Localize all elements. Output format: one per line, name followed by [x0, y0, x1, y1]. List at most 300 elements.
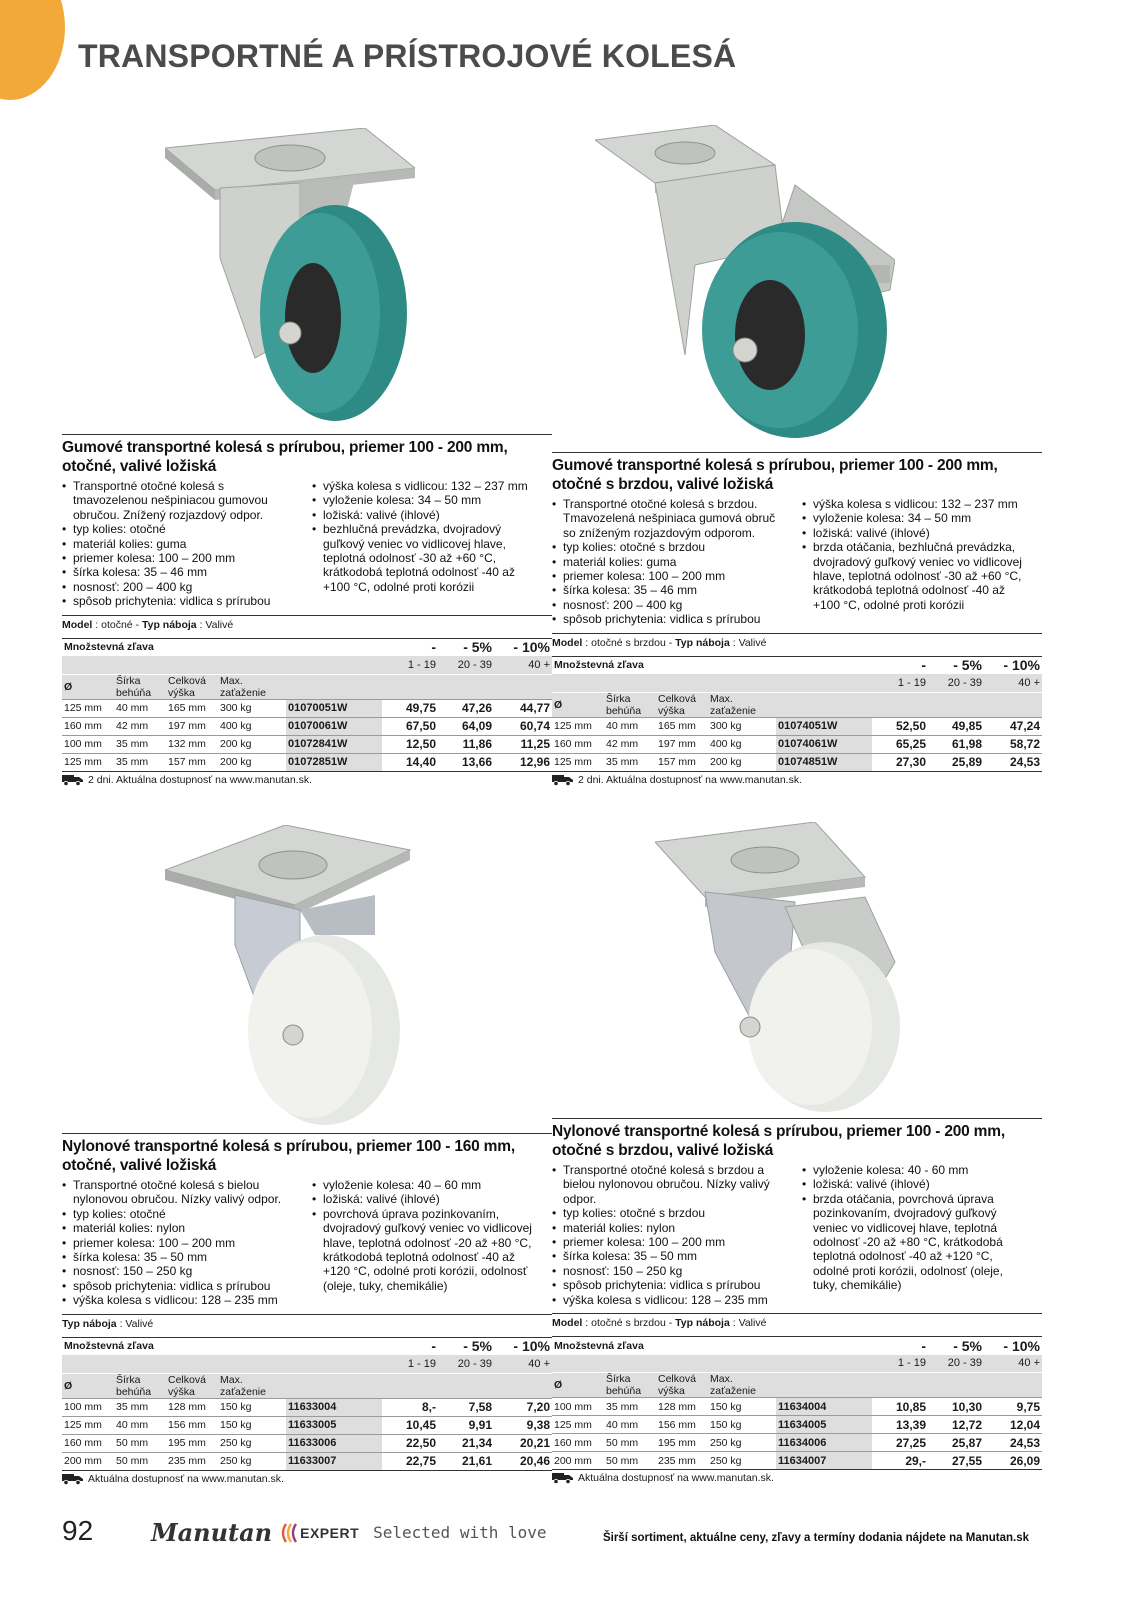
header-height-line: Celková — [168, 674, 206, 687]
spec-cell: 195 mm — [166, 1434, 218, 1452]
spec-cell: 125 mm — [62, 753, 114, 771]
product-card — [62, 434, 552, 786]
hub-value: Valivé — [125, 1317, 154, 1330]
table-row — [552, 735, 1042, 753]
header-load — [708, 1373, 776, 1398]
spec-cell: 300 kg — [218, 699, 286, 717]
range-spacer — [62, 1355, 382, 1373]
header-width-line: behúňa — [116, 686, 152, 699]
spec-cell: 125 mm — [552, 717, 604, 735]
quantity-discount-label: Množstevná zľava — [554, 1339, 644, 1352]
spec-item: • materiál kolies: nylon — [62, 1221, 312, 1235]
discount-value: - — [921, 657, 926, 674]
product-photo-rubber-swivel — [165, 128, 415, 428]
spec-item: nylonovou obručou. Nízky valivý odpor. — [73, 1192, 282, 1207]
product-title — [62, 1133, 552, 1175]
spec-cell: 300 kg — [708, 717, 776, 735]
price-cell: 10,85 — [872, 1398, 928, 1416]
spec-item: (oleje, tuky, chemikálie) — [323, 1278, 448, 1293]
spec-item: • spôsob prichytenia: vidlica s prírubou — [552, 1278, 802, 1292]
header-load-line: zaťaženie — [220, 686, 266, 699]
header-width — [114, 1373, 166, 1398]
spec-item: • priemer kolesa: 100 – 200 mm — [552, 569, 802, 583]
price-cell: 49,75 — [382, 699, 438, 717]
product-card — [62, 1133, 552, 1485]
corner-accent — [0, 0, 65, 100]
spec-item: • brzda otáčania, bezhlučná prevádzka, — [802, 540, 1042, 554]
spec-cell: 195 mm — [656, 1434, 708, 1452]
spec-item: guľkový veniec vo vidlicovej hlave, — [323, 536, 506, 551]
header-diameter: Ø — [552, 692, 604, 717]
spec-cell: 160 mm — [552, 735, 604, 753]
price-cell: 9,38 — [494, 1416, 552, 1434]
header-width-line: behúňa — [116, 1385, 152, 1398]
spec-cell: 40 mm — [114, 699, 166, 717]
spec-list — [62, 1178, 552, 1308]
spec-item: bielou nylonovou obručou. Nízky valivý — [563, 1177, 770, 1192]
quantity-range: 20 - 39 — [438, 656, 494, 674]
spec-item: Tmavozelená nešpiniaca gumová obruč — [563, 511, 776, 526]
product-code[interactable]: 01074851W — [776, 753, 872, 771]
range-spacer — [552, 674, 872, 692]
spec-cell: 235 mm — [656, 1452, 708, 1470]
spec-item: odolné proti korózii, odolnosť (oleje, — [813, 1263, 1003, 1278]
spec-cell: 157 mm — [656, 753, 708, 771]
spec-item: • nosnosť: 150 – 250 kg — [552, 1264, 802, 1278]
spec-item: krátkodobá teplotná odolnosť -40 až — [323, 565, 515, 580]
table-row — [62, 1416, 552, 1434]
spec-item: • Transportné otočné kolesá s brzdou a — [552, 1163, 802, 1177]
quantity-discount-label: Množstevná zľava — [554, 659, 644, 672]
spec-item: • priemer kolesa: 100 – 200 mm — [552, 1235, 802, 1249]
quantity-range: 40 + — [984, 1355, 1042, 1373]
product-title-line: otočné s brzdou, valivé ložiská — [552, 476, 774, 493]
discount-value: - — [921, 1337, 926, 1354]
spec-cell: 156 mm — [656, 1416, 708, 1434]
spec-item: krátkodobá teplotná odolnosť -40 až — [813, 583, 1005, 598]
header-spacer — [286, 674, 552, 699]
price-cell: 60,74 — [494, 717, 552, 735]
spec-item: • ložiská: valivé (ihlové) — [802, 526, 1042, 540]
availability-note — [552, 1472, 1042, 1484]
spec-cell: 165 mm — [656, 717, 708, 735]
spec-item: • povrchová úprava pozinkovaním, — [312, 1207, 552, 1221]
spec-item: • šírka kolesa: 35 – 50 mm — [552, 1249, 802, 1263]
spec-item: • typ kolies: otočné s brzdou — [552, 540, 802, 554]
spec-cell: 235 mm — [166, 1452, 218, 1470]
availability-text[interactable]: Aktuálna dostupnosť na www.manutan.sk. — [88, 1472, 284, 1485]
model-value: otočné s brzdou — [591, 636, 666, 649]
price-cell: 44,77 — [494, 699, 552, 717]
table-row — [552, 717, 1042, 735]
price-cell: 8,- — [382, 1398, 438, 1416]
spec-column — [312, 1178, 552, 1308]
model-line: Model : otočné s brzdou - Typ náboja : Valivé — [552, 1313, 1042, 1330]
column-header-row — [62, 674, 552, 699]
price-cell: 13,39 — [872, 1416, 928, 1434]
price-cell: 67,50 — [382, 717, 438, 735]
table-row — [62, 753, 552, 771]
price-cell: 11,25 — [494, 735, 552, 753]
spec-item: • bezhlučná prevádzka, dvojradový — [312, 522, 552, 536]
discount-value: - — [431, 639, 436, 656]
table-row — [62, 1452, 552, 1470]
spec-cell: 200 mm — [552, 1452, 604, 1470]
spec-cell: 100 mm — [552, 1398, 604, 1416]
product-title-line: otočné s brzdou, valivé ložiská — [552, 1142, 774, 1159]
product-title-line: otočné, valivé ložiská — [62, 1157, 217, 1174]
price-cell: 24,53 — [984, 1434, 1042, 1452]
spec-item: tmavozelenou nešpiniacou gumovou — [73, 493, 268, 508]
product-code[interactable]: 01074061W — [776, 735, 872, 753]
spec-cell: 35 mm — [114, 1398, 166, 1416]
price-table — [62, 1337, 552, 1471]
spec-item: • šírka kolesa: 35 – 46 mm — [62, 565, 312, 579]
quantity-range: 1 - 19 — [382, 1355, 438, 1373]
price-cell: 12,04 — [984, 1416, 1042, 1434]
price-cell: 14,40 — [382, 753, 438, 771]
discount-row — [552, 1337, 1042, 1355]
spec-item: • ložiská: valivé (ihlové) — [312, 508, 552, 522]
spec-cell: 128 mm — [166, 1398, 218, 1416]
quantity-range-row — [62, 1355, 552, 1373]
spec-column — [312, 479, 552, 609]
spec-list — [552, 1163, 1042, 1307]
spec-cell: 150 kg — [708, 1398, 776, 1416]
spec-item: hlave, teplotná odolnosť -30 až +60 °C, — [813, 569, 1022, 584]
spec-item: • typ kolies: otočné — [62, 1207, 312, 1221]
product-title — [62, 434, 552, 476]
product-title — [552, 452, 1042, 494]
spec-item: odpor. — [563, 1191, 597, 1206]
spec-column — [802, 497, 1042, 627]
product-code[interactable]: 11634006 — [776, 1434, 872, 1452]
spec-cell: 157 mm — [166, 753, 218, 771]
spec-item: • nosnosť: 200 – 400 kg — [62, 580, 312, 594]
spec-cell: 40 mm — [114, 1416, 166, 1434]
spec-cell: 250 kg — [218, 1434, 286, 1452]
spec-item: • ložiská: valivé (ihlové) — [802, 1177, 1042, 1191]
discount-row — [62, 638, 552, 656]
header-load — [218, 674, 286, 699]
discount-value: - 10% — [513, 639, 550, 656]
spec-cell: 50 mm — [604, 1434, 656, 1452]
discount-value: - 10% — [1003, 1337, 1040, 1354]
hub-value: Valivé — [738, 1317, 767, 1330]
table-row — [62, 1398, 552, 1416]
quantity-discount-label: Množstevná zľava — [64, 641, 154, 654]
discount-row — [552, 656, 1042, 674]
spec-cell: 156 mm — [166, 1416, 218, 1434]
model-key: Model — [552, 1317, 583, 1330]
quantity-range: 40 + — [494, 1355, 552, 1373]
price-cell: 13,66 — [438, 753, 494, 771]
price-cell: 24,53 — [984, 753, 1042, 771]
header-height — [656, 1373, 708, 1398]
spec-cell: 400 kg — [708, 735, 776, 753]
spec-cell: 35 mm — [604, 1398, 656, 1416]
spec-item: • výška kolesa s vidlicou: 128 – 235 mm — [62, 1293, 312, 1307]
page-title: TRANSPORTNÉ A PRÍSTROJOVÉ KOLESÁ — [78, 38, 737, 74]
spec-cell: 200 mm — [62, 1452, 114, 1470]
spec-item: • výška kolesa s vidlicou: 128 – 235 mm — [552, 1293, 802, 1307]
header-load-line: Max. — [220, 1373, 243, 1386]
spec-item: • Transportné otočné kolesá s — [62, 479, 312, 493]
discount-row — [62, 1337, 552, 1355]
table-row — [62, 735, 552, 753]
spec-item: • vyloženie kolesa: 34 – 50 mm — [802, 511, 1042, 525]
product-code[interactable]: 01072841W — [286, 735, 382, 753]
truck-icon — [62, 1473, 84, 1485]
product-code[interactable]: 11634005 — [776, 1416, 872, 1434]
footer-note-text: Širší sortiment, aktuálne ceny, zľavy a termíny dodania nájdete na — [602, 1532, 963, 1544]
table-row — [552, 1398, 1042, 1416]
spec-item: • Transportné otočné kolesá s bielou — [62, 1178, 312, 1192]
price-cell: 9,91 — [438, 1416, 494, 1434]
quantity-range: 40 + — [984, 674, 1042, 692]
spec-cell: 200 kg — [218, 735, 286, 753]
product-code[interactable]: 11633005 — [286, 1416, 382, 1434]
price-cell: 10,45 — [382, 1416, 438, 1434]
spec-column — [802, 1163, 1042, 1307]
price-cell: 20,46 — [494, 1452, 552, 1470]
spec-item: hlave, teplotná odolnosť -20 až +80 °C, — [323, 1235, 532, 1250]
spec-cell: 132 mm — [166, 735, 218, 753]
spec-item: teplotná odolnosť -40 až +120 °C, — [813, 1249, 993, 1264]
price-cell: 9,75 — [984, 1398, 1042, 1416]
quantity-range-row — [62, 656, 552, 674]
price-table — [62, 638, 552, 772]
spec-item: odolnosť -20 až +80 °C, krátkodobá — [813, 1235, 1003, 1250]
header-load-line: Max. — [710, 1373, 733, 1386]
spec-cell: 35 mm — [114, 735, 166, 753]
spec-item: +120 °C, odolné proti korózii, odolnosť — [323, 1264, 528, 1279]
header-width-line: behúňa — [606, 704, 642, 717]
spec-cell: 40 mm — [604, 1416, 656, 1434]
spec-cell: 150 kg — [218, 1416, 286, 1434]
hub-value: Valivé — [205, 618, 234, 631]
spec-item: • materiál kolies: guma — [62, 537, 312, 551]
header-width-line: behúňa — [606, 1385, 642, 1398]
spec-cell: 125 mm — [62, 1416, 114, 1434]
quantity-range: 1 - 19 — [872, 1355, 928, 1373]
product-code[interactable]: 11633007 — [286, 1452, 382, 1470]
spec-cell: 200 kg — [708, 753, 776, 771]
spec-cell: 128 mm — [656, 1398, 708, 1416]
quantity-range-row — [552, 1355, 1042, 1373]
quantity-range: 20 - 39 — [928, 1355, 984, 1373]
spec-list — [552, 497, 1042, 627]
hub-value: Valivé — [738, 636, 767, 649]
model-line: Model : otočné s brzdou - Typ náboja : Valivé — [552, 633, 1042, 650]
header-diameter: Ø — [62, 674, 114, 699]
header-height-line: Celková — [168, 1373, 206, 1386]
spec-item: • šírka kolesa: 35 – 50 mm — [62, 1250, 312, 1264]
product-title-line: otočné, valivé ložiská — [62, 458, 217, 475]
header-width-line: Šírka — [116, 1373, 141, 1386]
header-width — [604, 1373, 656, 1398]
table-row — [62, 1434, 552, 1452]
price-cell: 47,26 — [438, 699, 494, 717]
header-spacer — [286, 1373, 552, 1398]
spec-cell: 200 kg — [218, 753, 286, 771]
spec-cell: 42 mm — [604, 735, 656, 753]
truck-icon — [552, 1472, 574, 1484]
price-cell: 61,98 — [928, 735, 984, 753]
header-height — [656, 692, 708, 717]
spec-item: • Transportné otočné kolesá s brzdou. — [552, 497, 802, 511]
header-height-line: výška — [658, 704, 685, 717]
spec-item: pozinkovaním, dvojradový guľkový — [813, 1206, 997, 1221]
header-load-line: zaťaženie — [220, 1385, 266, 1398]
spec-item: • nosnosť: 150 – 250 kg — [62, 1264, 312, 1278]
spec-item: • spôsob prichytenia: vidlica s prírubou — [62, 1279, 312, 1293]
availability-note — [552, 774, 1042, 786]
table-row — [552, 753, 1042, 771]
header-spacer — [776, 1373, 1042, 1398]
hub-key: Typ náboja — [141, 618, 197, 631]
header-load-line: Max. — [710, 692, 733, 705]
price-cell: 22,50 — [382, 1434, 438, 1452]
price-cell: 12,72 — [928, 1416, 984, 1434]
header-width — [604, 692, 656, 717]
header-height-line: výška — [658, 1385, 685, 1398]
spec-item: teplotná odolnosť -30 až +60 °C, — [323, 551, 497, 566]
model-key: Model — [62, 618, 93, 631]
spec-cell: 197 mm — [656, 735, 708, 753]
product-code[interactable]: 01072851W — [286, 753, 382, 771]
price-cell: 22,75 — [382, 1452, 438, 1470]
header-width-line: Šírka — [606, 692, 631, 705]
product-photo-nylon-swivel — [165, 825, 425, 1125]
header-diameter: Ø — [552, 1373, 604, 1398]
price-cell: 49,85 — [928, 717, 984, 735]
availability-text[interactable]: 2 dni. Aktuálna dostupnosť na www.manutan.sk. — [578, 773, 802, 786]
price-table — [552, 656, 1042, 772]
spec-cell: 40 mm — [604, 717, 656, 735]
spec-item: • spôsob prichytenia: vidlica s prírubou — [552, 612, 802, 626]
product-code[interactable]: 11634004 — [776, 1398, 872, 1416]
price-cell: 65,25 — [872, 735, 928, 753]
spec-cell: 160 mm — [552, 1434, 604, 1452]
header-height-line: výška — [168, 1385, 195, 1398]
spec-cell: 125 mm — [62, 699, 114, 717]
spec-cell: 125 mm — [552, 1416, 604, 1434]
price-cell: 25,89 — [928, 753, 984, 771]
price-cell: 25,87 — [928, 1434, 984, 1452]
price-cell: 47,24 — [984, 717, 1042, 735]
header-height — [166, 1373, 218, 1398]
quantity-range-row — [552, 674, 1042, 692]
product-photo-rubber-brake — [595, 125, 895, 440]
model-line: Model : otočné - Typ náboja : Valivé — [62, 615, 552, 632]
column-header-row — [552, 1373, 1042, 1398]
spec-item: +100 °C, odolné proti korózii — [323, 579, 475, 594]
header-width-line: Šírka — [116, 674, 141, 687]
page-number: 92 — [62, 1515, 94, 1546]
spec-cell: 100 mm — [62, 1398, 114, 1416]
header-load-line: zaťaženie — [710, 1385, 756, 1398]
range-spacer — [62, 656, 382, 674]
quantity-range: 20 - 39 — [928, 674, 984, 692]
table-row — [552, 1452, 1042, 1470]
product-code[interactable]: 01070051W — [286, 699, 382, 717]
discount-value: - 5% — [463, 639, 492, 656]
hub-key: Typ náboja — [62, 1317, 117, 1330]
spec-item: • nosnosť: 200 – 400 kg — [552, 598, 802, 612]
spec-item: • typ kolies: otočné — [62, 522, 312, 536]
spec-cell: 42 mm — [114, 717, 166, 735]
brand-logo — [151, 1518, 547, 1547]
spec-item: • spôsob prichytenia: vidlica s prírubou — [62, 594, 312, 608]
price-cell: 27,25 — [872, 1434, 928, 1452]
header-height-line: Celková — [658, 1373, 696, 1386]
model-value: otočné s brzdou — [591, 1317, 666, 1330]
footer-link[interactable]: Manutan.sk — [965, 1532, 1029, 1544]
availability-text[interactable]: Aktuálna dostupnosť na www.manutan.sk. — [578, 1472, 774, 1485]
manutan-wave-icon — [277, 1522, 297, 1544]
column-header-row — [552, 692, 1042, 717]
price-cell: 64,09 — [438, 717, 494, 735]
header-spacer — [776, 692, 1042, 717]
discount-value: - 10% — [1003, 657, 1040, 674]
spec-cell: 160 mm — [62, 717, 114, 735]
header-load-line: zaťaženie — [710, 704, 756, 717]
spec-cell: 150 kg — [708, 1416, 776, 1434]
model-key: Model — [552, 636, 583, 649]
product-photo-nylon-brake — [655, 822, 925, 1112]
product-code[interactable]: 01070061W — [286, 717, 382, 735]
availability-text[interactable]: 2 dni. Aktuálna dostupnosť na www.manutan.sk. — [88, 773, 312, 786]
range-spacer — [552, 1355, 872, 1373]
spec-item: tuky, chemikálie) — [813, 1278, 902, 1293]
tagline: Selected with love — [373, 1523, 547, 1542]
spec-item: dvojradový guľkový veniec vo vidlicovej — [813, 554, 1022, 569]
header-height-line: Celková — [658, 692, 696, 705]
product-title-line: Nylonové transportné kolesá s prírubou, priemer 100 - 160 mm, — [62, 1138, 515, 1155]
discount-value: - 5% — [953, 657, 982, 674]
quantity-range: 1 - 19 — [382, 656, 438, 674]
header-load-line: Max. — [220, 674, 243, 687]
price-cell: 58,72 — [984, 735, 1042, 753]
spec-list — [62, 479, 552, 609]
spec-cell: 400 kg — [218, 717, 286, 735]
availability-note — [62, 774, 552, 786]
price-cell: 12,50 — [382, 735, 438, 753]
price-cell: 27,55 — [928, 1452, 984, 1470]
spec-item: • priemer kolesa: 100 – 200 mm — [62, 1236, 312, 1250]
truck-icon — [62, 774, 84, 786]
availability-note — [62, 1473, 552, 1485]
price-cell: 7,58 — [438, 1398, 494, 1416]
spec-item: • brzda otáčania, povrchová úprava — [802, 1192, 1042, 1206]
model-line: Typ náboja : Valivé — [62, 1314, 552, 1331]
spec-cell: 250 kg — [708, 1434, 776, 1452]
price-cell: 26,09 — [984, 1452, 1042, 1470]
footer-note — [603, 1532, 1029, 1544]
product-title-line: Nylonové transportné kolesá s prírubou, priemer 100 - 200 mm, — [552, 1123, 1005, 1140]
product-card — [552, 1118, 1042, 1484]
price-cell: 21,61 — [438, 1452, 494, 1470]
product-code[interactable]: 11633006 — [286, 1434, 382, 1452]
product-code[interactable]: 11634007 — [776, 1452, 872, 1470]
column-header-row — [62, 1373, 552, 1398]
product-code[interactable]: 11633004 — [286, 1398, 382, 1416]
spec-cell: 50 mm — [604, 1452, 656, 1470]
table-row — [62, 699, 552, 717]
price-cell: 21,34 — [438, 1434, 494, 1452]
product-code[interactable]: 01074051W — [776, 717, 872, 735]
